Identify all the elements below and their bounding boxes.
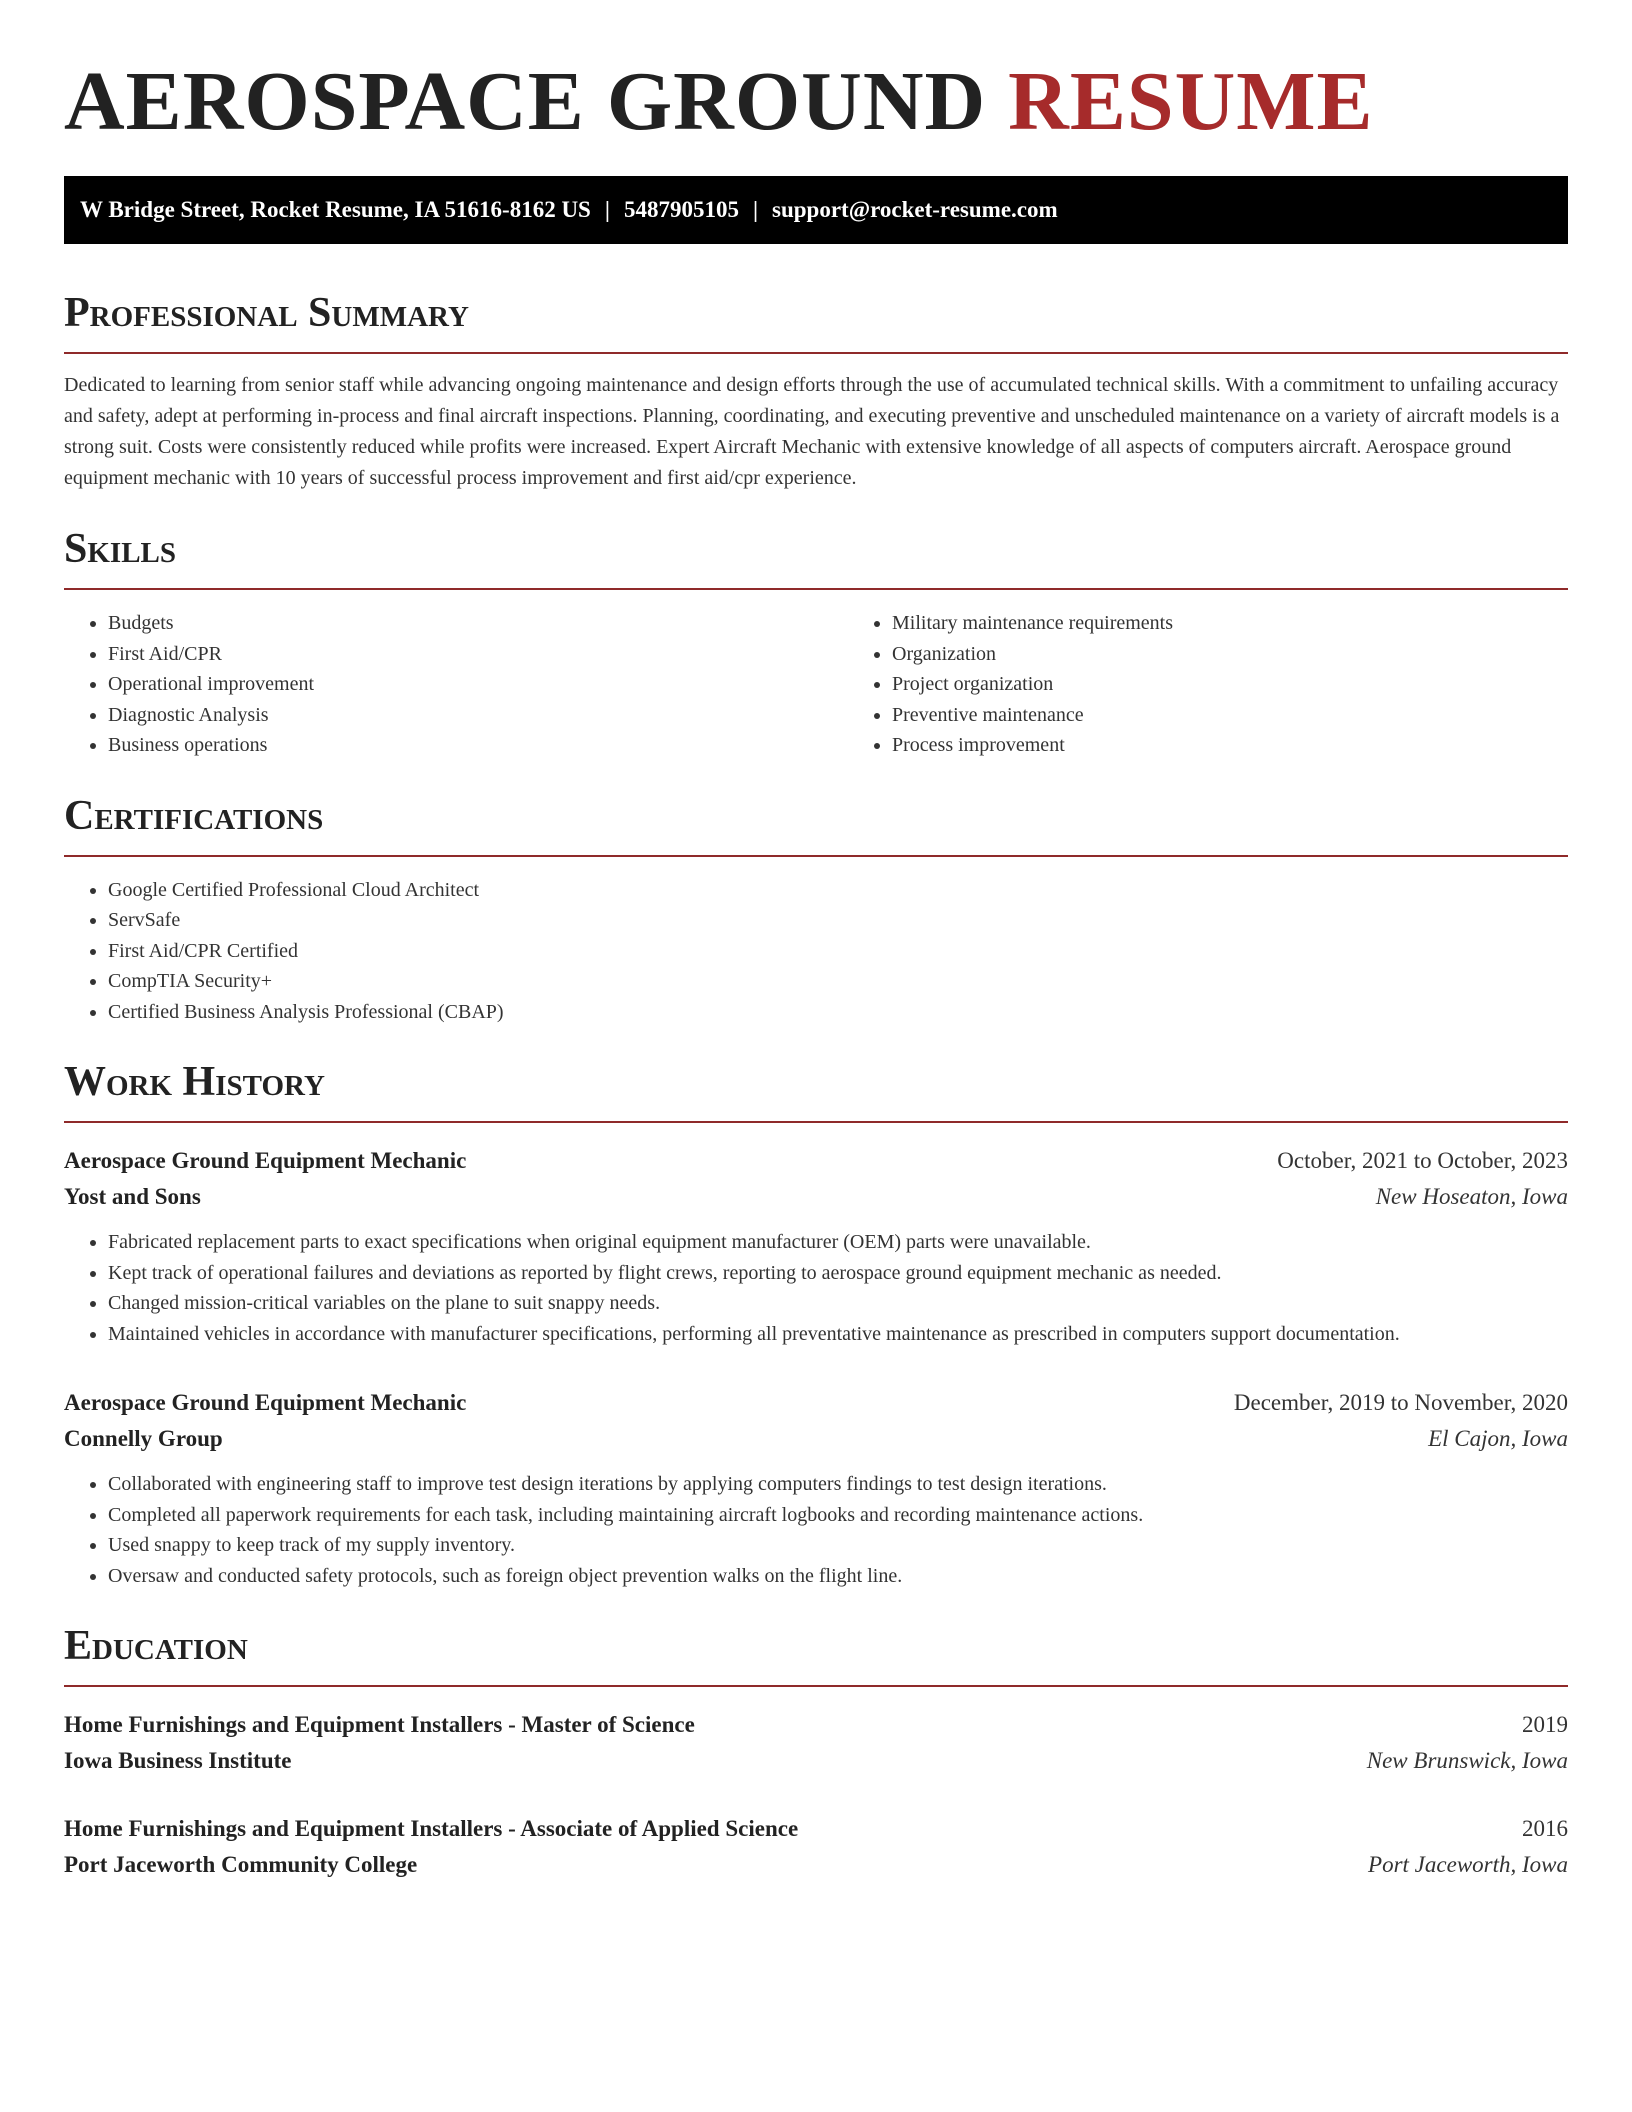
job-bullets: [64, 1227, 1568, 1349]
job-entry: [64, 1385, 1568, 1591]
education-heading: Education: [64, 1621, 1568, 1687]
skill-item: • Organization: [892, 639, 1632, 670]
education-school: Iowa Business Institute: [64, 1748, 292, 1773]
skills-column-left: [64, 608, 848, 761]
job-bullet: • Collaborated with engineering staff to improve test design iterations by applying computers findings to test design iterations.: [108, 1469, 1568, 1500]
work-history-heading: Work History: [64, 1057, 1568, 1123]
job-bullet: • Completed all paperwork requirements for each task, including maintaining aircraft logbooks and recording maintenance actions.: [108, 1500, 1568, 1531]
education-school-row: [64, 1743, 1568, 1779]
job-title: Aerospace Ground Equipment Mechanic: [64, 1148, 467, 1173]
job-company-row: [64, 1179, 1568, 1215]
education-year: 2016: [1522, 1816, 1568, 1841]
skill-item: • Diagnostic Analysis: [108, 700, 848, 731]
skill-item: • Business operations: [108, 730, 848, 761]
education-degree: Home Furnishings and Equipment Installers - Associate of Applied Science: [64, 1816, 799, 1841]
education-school-row: [64, 1847, 1568, 1883]
job-title: Aerospace Ground Equipment Mechanic: [64, 1390, 467, 1415]
contact-email: support@rocket-resume.com: [772, 197, 1058, 222]
job-dates: December, 2019 to November, 2020: [1233, 1390, 1568, 1415]
education-header-row: [64, 1811, 1568, 1847]
certifications-list: [64, 875, 1568, 1028]
job-company: Yost and Sons: [64, 1184, 201, 1209]
skill-item: • Process improvement: [892, 730, 1632, 761]
skill-item: • Military maintenance requirements: [892, 608, 1632, 639]
summary-heading: Professional Summary: [64, 288, 1568, 354]
job-company-row: [64, 1421, 1568, 1457]
job-header-row: [64, 1143, 1568, 1179]
skills-heading: Skills: [64, 524, 1568, 590]
certification-item: • Certified Business Analysis Professional (CBAP): [108, 997, 1568, 1028]
skill-item: • Operational improvement: [108, 669, 848, 700]
education-location: New Brunswick, Iowa: [1366, 1748, 1568, 1773]
skill-item: • Preventive maintenance: [892, 700, 1632, 731]
skill-item: • First Aid/CPR: [108, 639, 848, 670]
contact-bar: [64, 176, 1568, 244]
contact-address: W Bridge Street, Rocket Resume, IA 51616-8162 US: [80, 197, 591, 222]
job-location: El Cajon, Iowa: [1428, 1426, 1568, 1451]
education-entry: [64, 1707, 1568, 1779]
education-header-row: [64, 1707, 1568, 1743]
certification-item: • First Aid/CPR Certified: [108, 936, 1568, 967]
title-main: AEROSPACE GROUND: [64, 55, 987, 148]
job-bullets: [64, 1469, 1568, 1591]
job-bullet: • Changed mission-critical variables on the plane to suit snappy needs.: [108, 1288, 1568, 1319]
certifications-heading: Certifications: [64, 791, 1568, 857]
job-company: Connelly Group: [64, 1426, 223, 1451]
education-school: Port Jaceworth Community College: [64, 1852, 418, 1877]
skills-column-right: [848, 608, 1632, 761]
job-bullet: • Maintained vehicles in accordance with manufacturer specifications, performing all preventative maintenance as prescribed in computers support documentation.: [108, 1319, 1568, 1350]
job-bullet: • Oversaw and conducted safety protocols, such as foreign object prevention walks on the flight line.: [108, 1561, 1568, 1592]
job-bullet: • Kept track of operational failures and deviations as reported by flight crews, reporting to aerospace ground equipment mechanic as needed.: [108, 1258, 1568, 1289]
resume-title: [64, 52, 1568, 152]
title-accent: RESUME: [1008, 55, 1374, 148]
education-year: 2019: [1522, 1712, 1568, 1737]
education-entry: [64, 1811, 1568, 1883]
job-header-row: [64, 1385, 1568, 1421]
job-location: New Hoseaton, Iowa: [1375, 1184, 1568, 1209]
certification-item: • Google Certified Professional Cloud Architect: [108, 875, 1568, 906]
education-degree: Home Furnishings and Equipment Installers - Master of Science: [64, 1712, 695, 1737]
contact-separator: |: [604, 197, 610, 222]
job-dates: October, 2021 to October, 2023: [1277, 1148, 1568, 1173]
contact-phone: 5487905105: [623, 197, 739, 222]
certification-item: • CompTIA Security+: [108, 966, 1568, 997]
job-bullet: • Fabricated replacement parts to exact specifications when original equipment manufacturer (OEM) parts were unavailable.: [108, 1227, 1568, 1258]
contact-separator: |: [752, 197, 759, 222]
job-entry: [64, 1143, 1568, 1349]
skill-item: • Project organization: [892, 669, 1632, 700]
skills-list: [64, 590, 1568, 761]
job-bullet: • Used snappy to keep track of my supply inventory.: [108, 1530, 1568, 1561]
education-location: Port Jaceworth, Iowa: [1368, 1852, 1568, 1877]
certification-item: • ServSafe: [108, 905, 1568, 936]
summary-text: Dedicated to learning from senior staff while advancing ongoing maintenance and design efforts through the use of accumulated technical skills. With a commitment to unfailing accuracy and safety, adept at performing in-process and final aircraft inspections. Planning, coordinating, and executing preventive and unscheduled maintenance on a variety of aircraft models is a strong suit. Costs were consistently reduced while profits were increased. Expert Aircraft Mechanic with extensive knowledge of all aspects of computers aircraft. Aerospace ground equipment mechanic with 10 years of successful process improvement and first aid/cpr experience.: [64, 374, 1560, 489]
skill-item: • Budgets: [108, 608, 848, 639]
